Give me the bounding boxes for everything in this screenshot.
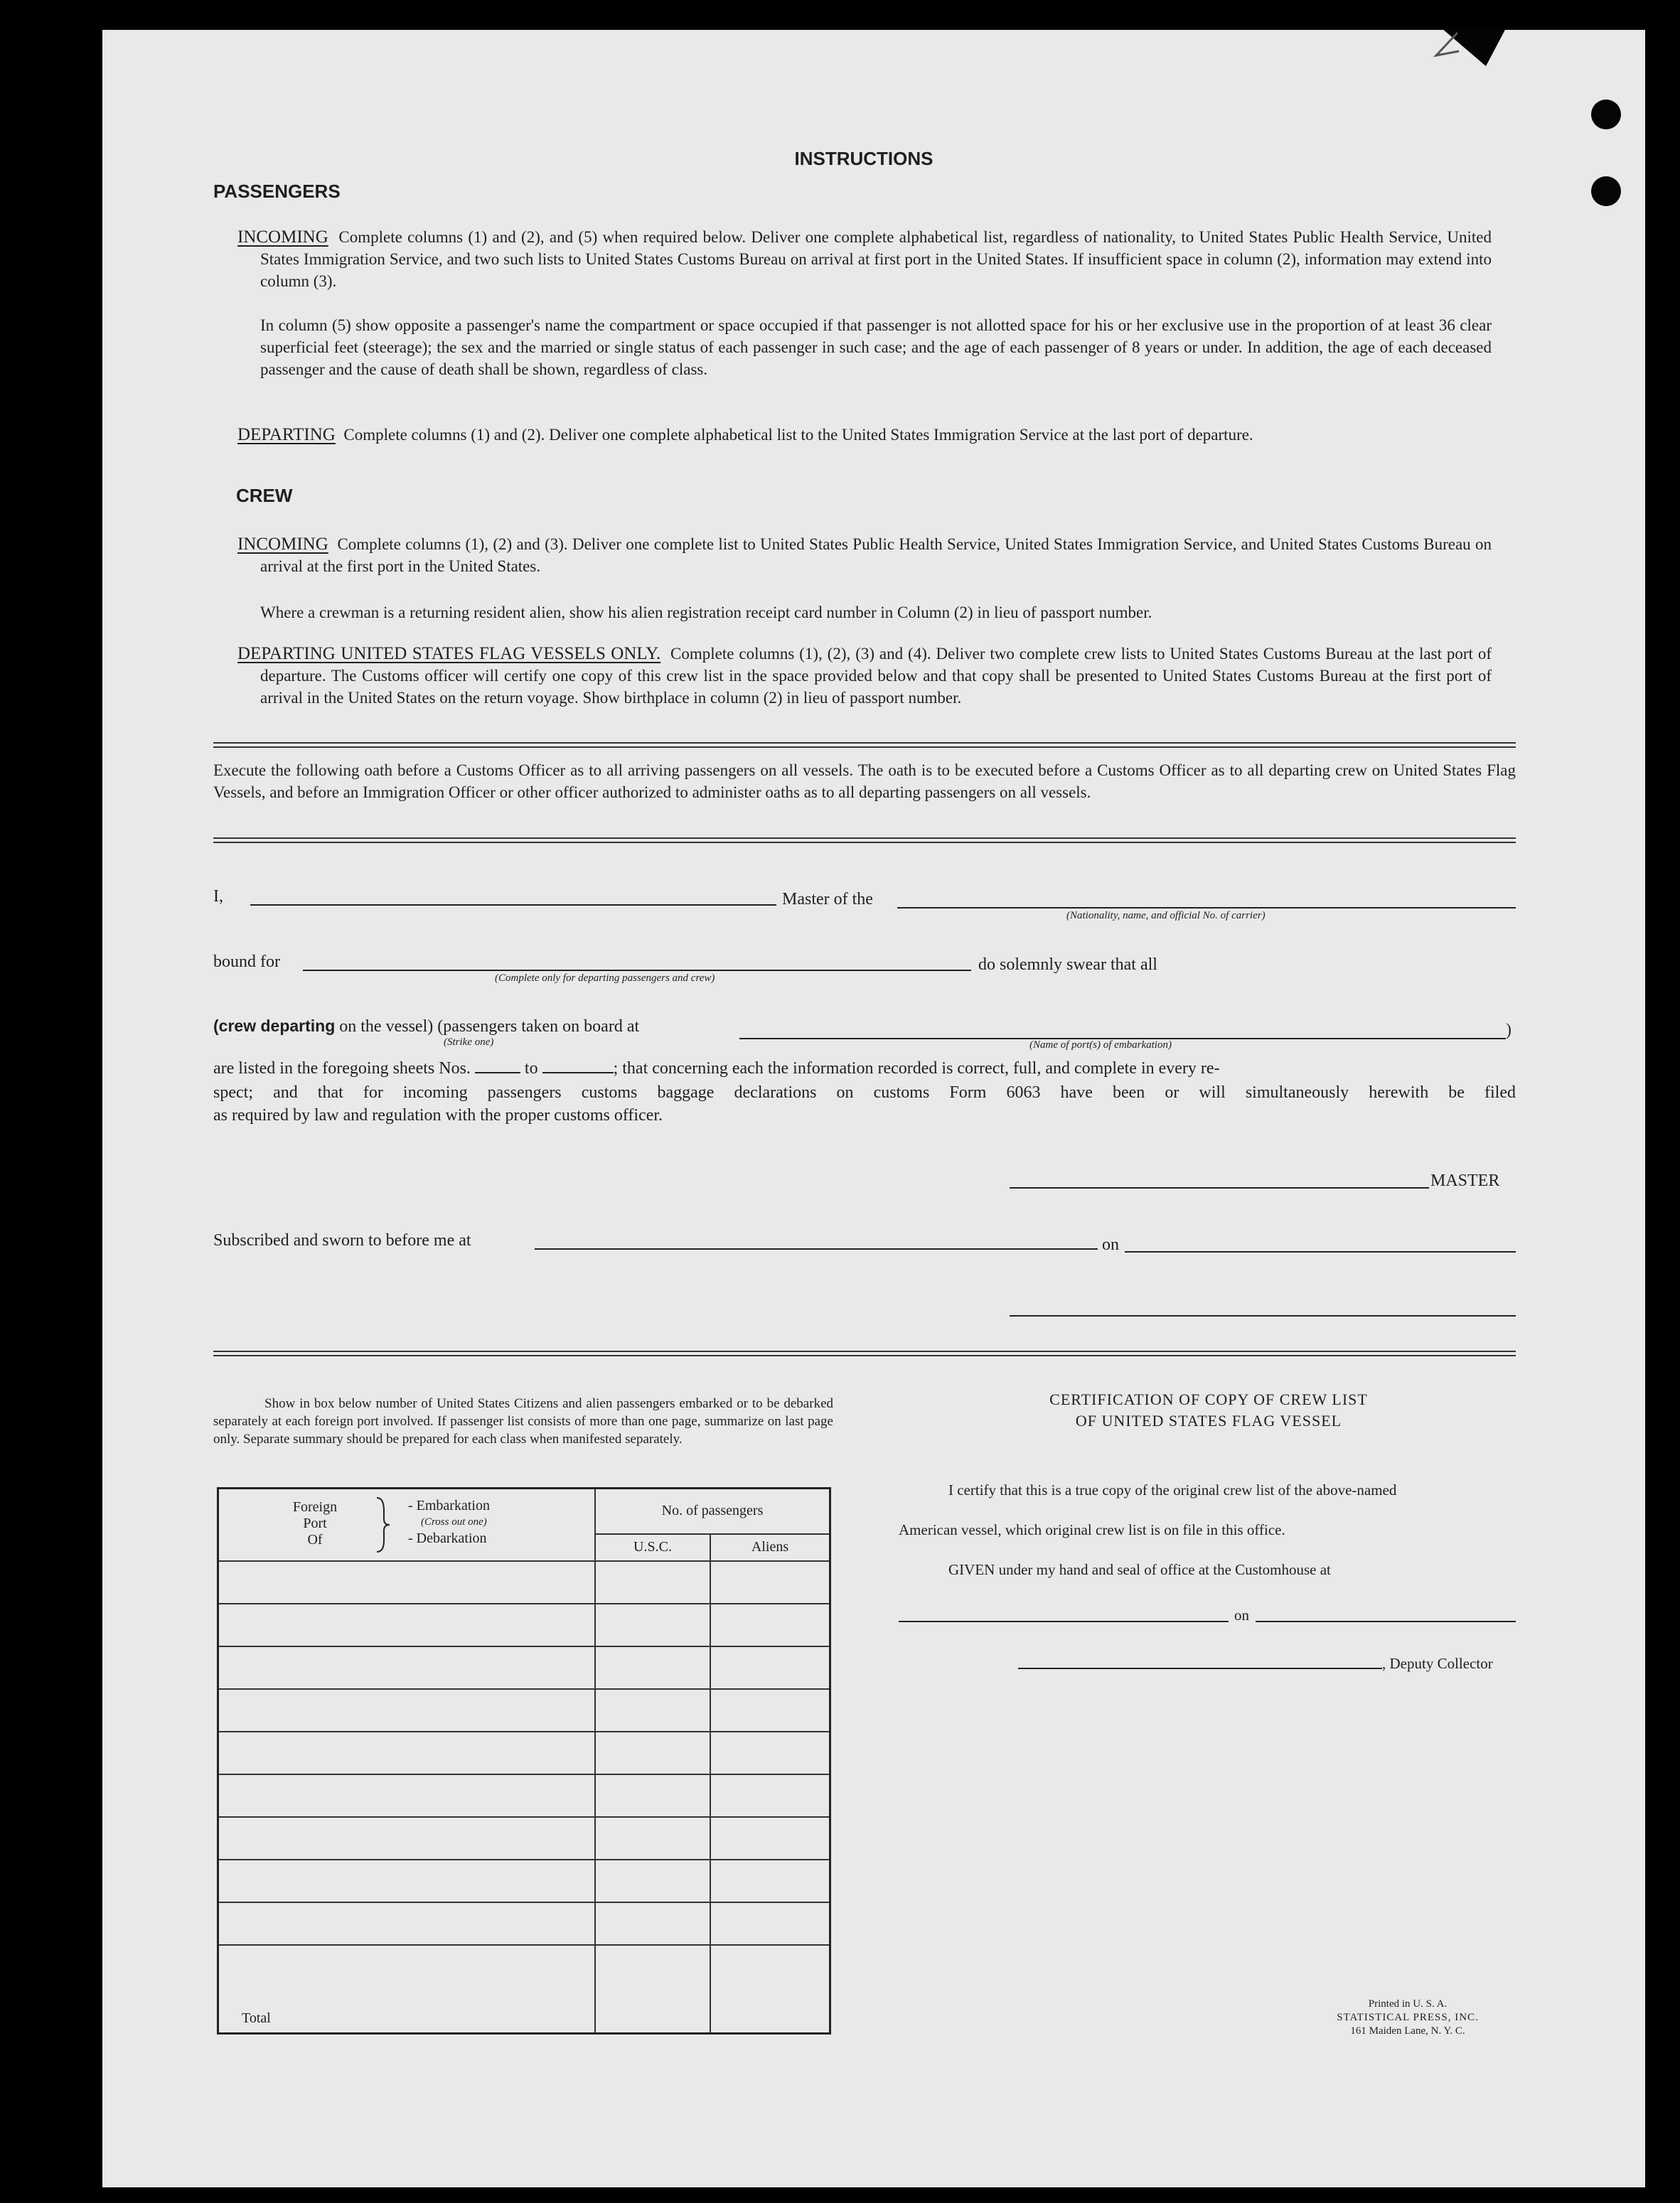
no-passengers-header: No. of passengers	[595, 1489, 830, 1534]
port-cell[interactable]	[218, 1561, 596, 1604]
strike-caption: (Strike one)	[444, 1036, 494, 1048]
passengers-incoming-text: Complete columns (1) and (2), and (5) when required below. Deliver one complete alphabetical list, regardless of nationality, to United States Public Health Service, United States Immigration Service, and two such lists to United States Customs Bureau on arrival at first port in the United States. If insufficient space in column (2), information may extend into column (3).	[260, 228, 1492, 290]
embarkation-option[interactable]: - Embarkation	[408, 1498, 490, 1513]
listed-line-3: as required by law and regulation with the proper customs officer.	[213, 1106, 663, 1125]
aliens-cell[interactable]	[710, 1646, 830, 1689]
listed-text-a: are listed in the foregoing sheets Nos.	[213, 1059, 471, 1078]
crew-departing-option[interactable]	[213, 1017, 639, 1036]
crew-departing-text: (crew departing	[213, 1017, 336, 1035]
passengers-incoming-label: INCOMING	[237, 227, 328, 247]
section-divider	[213, 837, 1516, 843]
aliens-cell[interactable]	[710, 1817, 830, 1860]
crew-incoming-text: Complete columns (1), (2) and (3). Deliver one complete list to United States Public Health Service, United States Immigration Service, and United States Customs Bureau on arrival at the first port in the United States.	[260, 535, 1492, 575]
cross-out-caption: (Cross out one)	[421, 1516, 487, 1528]
port-cell[interactable]	[218, 1604, 596, 1646]
usc-cell[interactable]	[595, 1817, 710, 1860]
swear-label: do solemnly swear that all	[978, 955, 1157, 974]
aliens-cell[interactable]	[710, 1902, 830, 1945]
usc-cell[interactable]	[595, 1689, 710, 1732]
deputy-collector-label: , Deputy Collector	[1382, 1655, 1493, 1672]
aliens-cell[interactable]	[710, 1732, 830, 1774]
sheet-to-field[interactable]	[542, 1072, 614, 1073]
certification-title-2: OF UNITED STATES FLAG VESSEL	[1075, 1412, 1342, 1430]
usc-total-cell[interactable]	[595, 1945, 710, 2034]
master-name-field[interactable]	[250, 904, 776, 906]
ports-caption: (Name of port(s) of embarkation)	[1029, 1039, 1172, 1051]
aliens-header: Aliens	[710, 1534, 830, 1561]
section-divider	[213, 1351, 1516, 1356]
passengers-departing-label: DEPARTING	[237, 425, 336, 444]
crew-resident-paragraph: Where a crewman is a returning resident alien, show his alien registration receipt card number in Column (2) in lieu of passport number.	[260, 604, 1152, 621]
debarkation-option[interactable]: - Debarkation	[408, 1531, 487, 1546]
usc-cell[interactable]	[595, 1732, 710, 1774]
usc-header: U.S.C.	[595, 1534, 710, 1561]
bound-caption: (Complete only for departing passengers and crew)	[495, 972, 715, 984]
torn-corner-icon	[1429, 27, 1507, 70]
listed-line-2: spect; and that for incoming passengers customs baggage declarations on customs Form 6063 have been or will simultaneously herewith be filed	[213, 1083, 1516, 1102]
printer-line-2: STATISTICAL PRESS, INC.	[1337, 2012, 1479, 2023]
crew-departing-label: DEPARTING UNITED STATES FLAG VESSELS ONLY.	[237, 644, 661, 663]
foreign-label: Foreign	[292, 1499, 338, 1515]
passengers-departing-text: Complete columns (1) and (2). Deliver one complete alphabetical list to the United States Immigration Service at the last port of departure.	[343, 426, 1253, 444]
passengers-departing-paragraph	[237, 424, 1492, 446]
usc-cell[interactable]	[595, 1902, 710, 1945]
usc-cell[interactable]	[595, 1774, 710, 1817]
printer-line-1: Printed in U. S. A.	[1368, 1998, 1448, 2010]
sworn-on-label: on	[1102, 1235, 1119, 1254]
passengers-incoming-paragraph	[237, 226, 1492, 292]
on-vessel-text: on the vessel)	[339, 1017, 434, 1036]
printer-imprint	[1301, 1998, 1514, 2038]
instructions-title: INSTRUCTIONS	[794, 148, 933, 169]
punch-hole-bottom	[1591, 176, 1621, 206]
sworn-date-field[interactable]	[1125, 1251, 1516, 1253]
oath-intro: Execute the following oath before a Customs Officer as to all arriving passengers on all vessels. The oath is to be executed before a Customs Officer as to all departing crew on United States Flag Vessels, and before an Immigration Officer or other officer authorized to administer oaths as to all departing passengers on all vessels.	[213, 761, 1516, 801]
sheet-from-field[interactable]	[475, 1072, 520, 1073]
sworn-place-field[interactable]	[535, 1248, 1098, 1250]
aliens-cell[interactable]	[710, 1774, 830, 1817]
i-label: I,	[213, 887, 223, 906]
crew-incoming-label: INCOMING	[237, 535, 328, 554]
certify-line-2: American vessel, which original crew list is on file in this office.	[899, 1521, 1285, 1538]
passenger-summary-table	[217, 1487, 831, 2035]
passengers-taken-text: (passengers taken on board at	[437, 1017, 640, 1036]
cert-on-label: on	[1234, 1607, 1249, 1624]
listed-text-b: ; that concerning each the information recorded is correct, full, and complete in every re-	[613, 1059, 1220, 1078]
port-cell[interactable]	[218, 1689, 596, 1732]
master-of-label: Master of the	[782, 890, 873, 908]
port-cell[interactable]	[218, 1646, 596, 1689]
usc-cell[interactable]	[595, 1860, 710, 1902]
listed-line-1	[213, 1059, 1220, 1078]
port-cell[interactable]	[218, 1860, 596, 1902]
listed-to: to	[524, 1059, 538, 1078]
summary-note: Show in box below number of United States Citizens and alien passengers embarked or to be debarked separately at each foreign port involved. If passenger list consists of more than one page, summarize on last page only. Separate summary should be prepared for each class when manifested separately.	[213, 1396, 833, 1447]
bound-for-field[interactable]	[303, 970, 971, 971]
crew-departing-text: Complete columns (1), (2), (3) and (4). Deliver two complete crew lists to United States Customs Bureau at the last port of departure. The Customs officer will certify one copy of this crew list in the space provided below and that copy shall be presented to United States Customs Bureau at the first port of arrival in the United States on the return voyage. Show birthplace in column (2) in lieu of passport number.	[260, 645, 1492, 707]
given-line: GIVEN under my hand and seal of office at the Customhouse at	[948, 1561, 1331, 1578]
passengers-heading: PASSENGERS	[213, 181, 341, 202]
crew-departing-paragraph	[237, 643, 1492, 709]
customhouse-field[interactable]	[899, 1621, 1229, 1622]
master-signature-field[interactable]	[1010, 1187, 1429, 1189]
certify-line-1: I certify that this is a true copy of the original crew list of the above-named	[948, 1481, 1397, 1499]
aliens-cell[interactable]	[710, 1561, 830, 1604]
officer-signature-field[interactable]	[1010, 1315, 1516, 1317]
subscribed-label: Subscribed and sworn to before me at	[213, 1231, 471, 1250]
usc-cell[interactable]	[595, 1561, 710, 1604]
port-cell[interactable]	[218, 1732, 596, 1774]
usc-cell[interactable]	[595, 1646, 710, 1689]
cert-date-field[interactable]	[1256, 1621, 1516, 1622]
section-divider	[213, 742, 1516, 748]
foreign-port-header	[218, 1489, 596, 1561]
carrier-caption: (Nationality, name, and official No. of carrier)	[1066, 910, 1266, 921]
deputy-collector-signature-field[interactable]	[1018, 1668, 1382, 1669]
aliens-cell[interactable]	[710, 1604, 830, 1646]
total-label: Total	[218, 1945, 596, 2034]
aliens-cell[interactable]	[710, 1860, 830, 1902]
port-cell[interactable]	[218, 1774, 596, 1817]
crew-incoming-paragraph	[237, 533, 1492, 577]
bound-for-label: bound for	[213, 953, 280, 971]
close-paren: )	[1506, 1021, 1512, 1039]
master-label: MASTER	[1430, 1172, 1500, 1190]
of-label: Of	[307, 1532, 323, 1548]
port-cell[interactable]	[218, 1902, 596, 1945]
printer-line-3: 161 Maiden Lane, N. Y. C.	[1350, 2025, 1465, 2037]
punch-hole-top	[1591, 100, 1621, 129]
port-cell[interactable]	[218, 1817, 596, 1860]
column5-paragraph: In column (5) show opposite a passenger's name the compartment or space occupied if that passenger is not allotted space for his or her exclusive use in the proportion of at least 36 clear superficial feet (steerage); the sex and the married or single status of each passenger in such case; and the age of each passenger of 8 years or under. In addition, the age of each deceased passenger and the cause of death shall be shown, regardless of class.	[260, 316, 1492, 378]
aliens-total-cell[interactable]	[710, 1945, 830, 2034]
carrier-field[interactable]	[897, 907, 1516, 908]
certification-title-1: CERTIFICATION OF COPY OF CREW LIST	[1049, 1390, 1368, 1408]
crew-heading: CREW	[236, 485, 293, 506]
aliens-cell[interactable]	[710, 1689, 830, 1732]
port-label: Port	[303, 1516, 327, 1531]
usc-cell[interactable]	[595, 1604, 710, 1646]
brace-icon	[374, 1496, 392, 1553]
